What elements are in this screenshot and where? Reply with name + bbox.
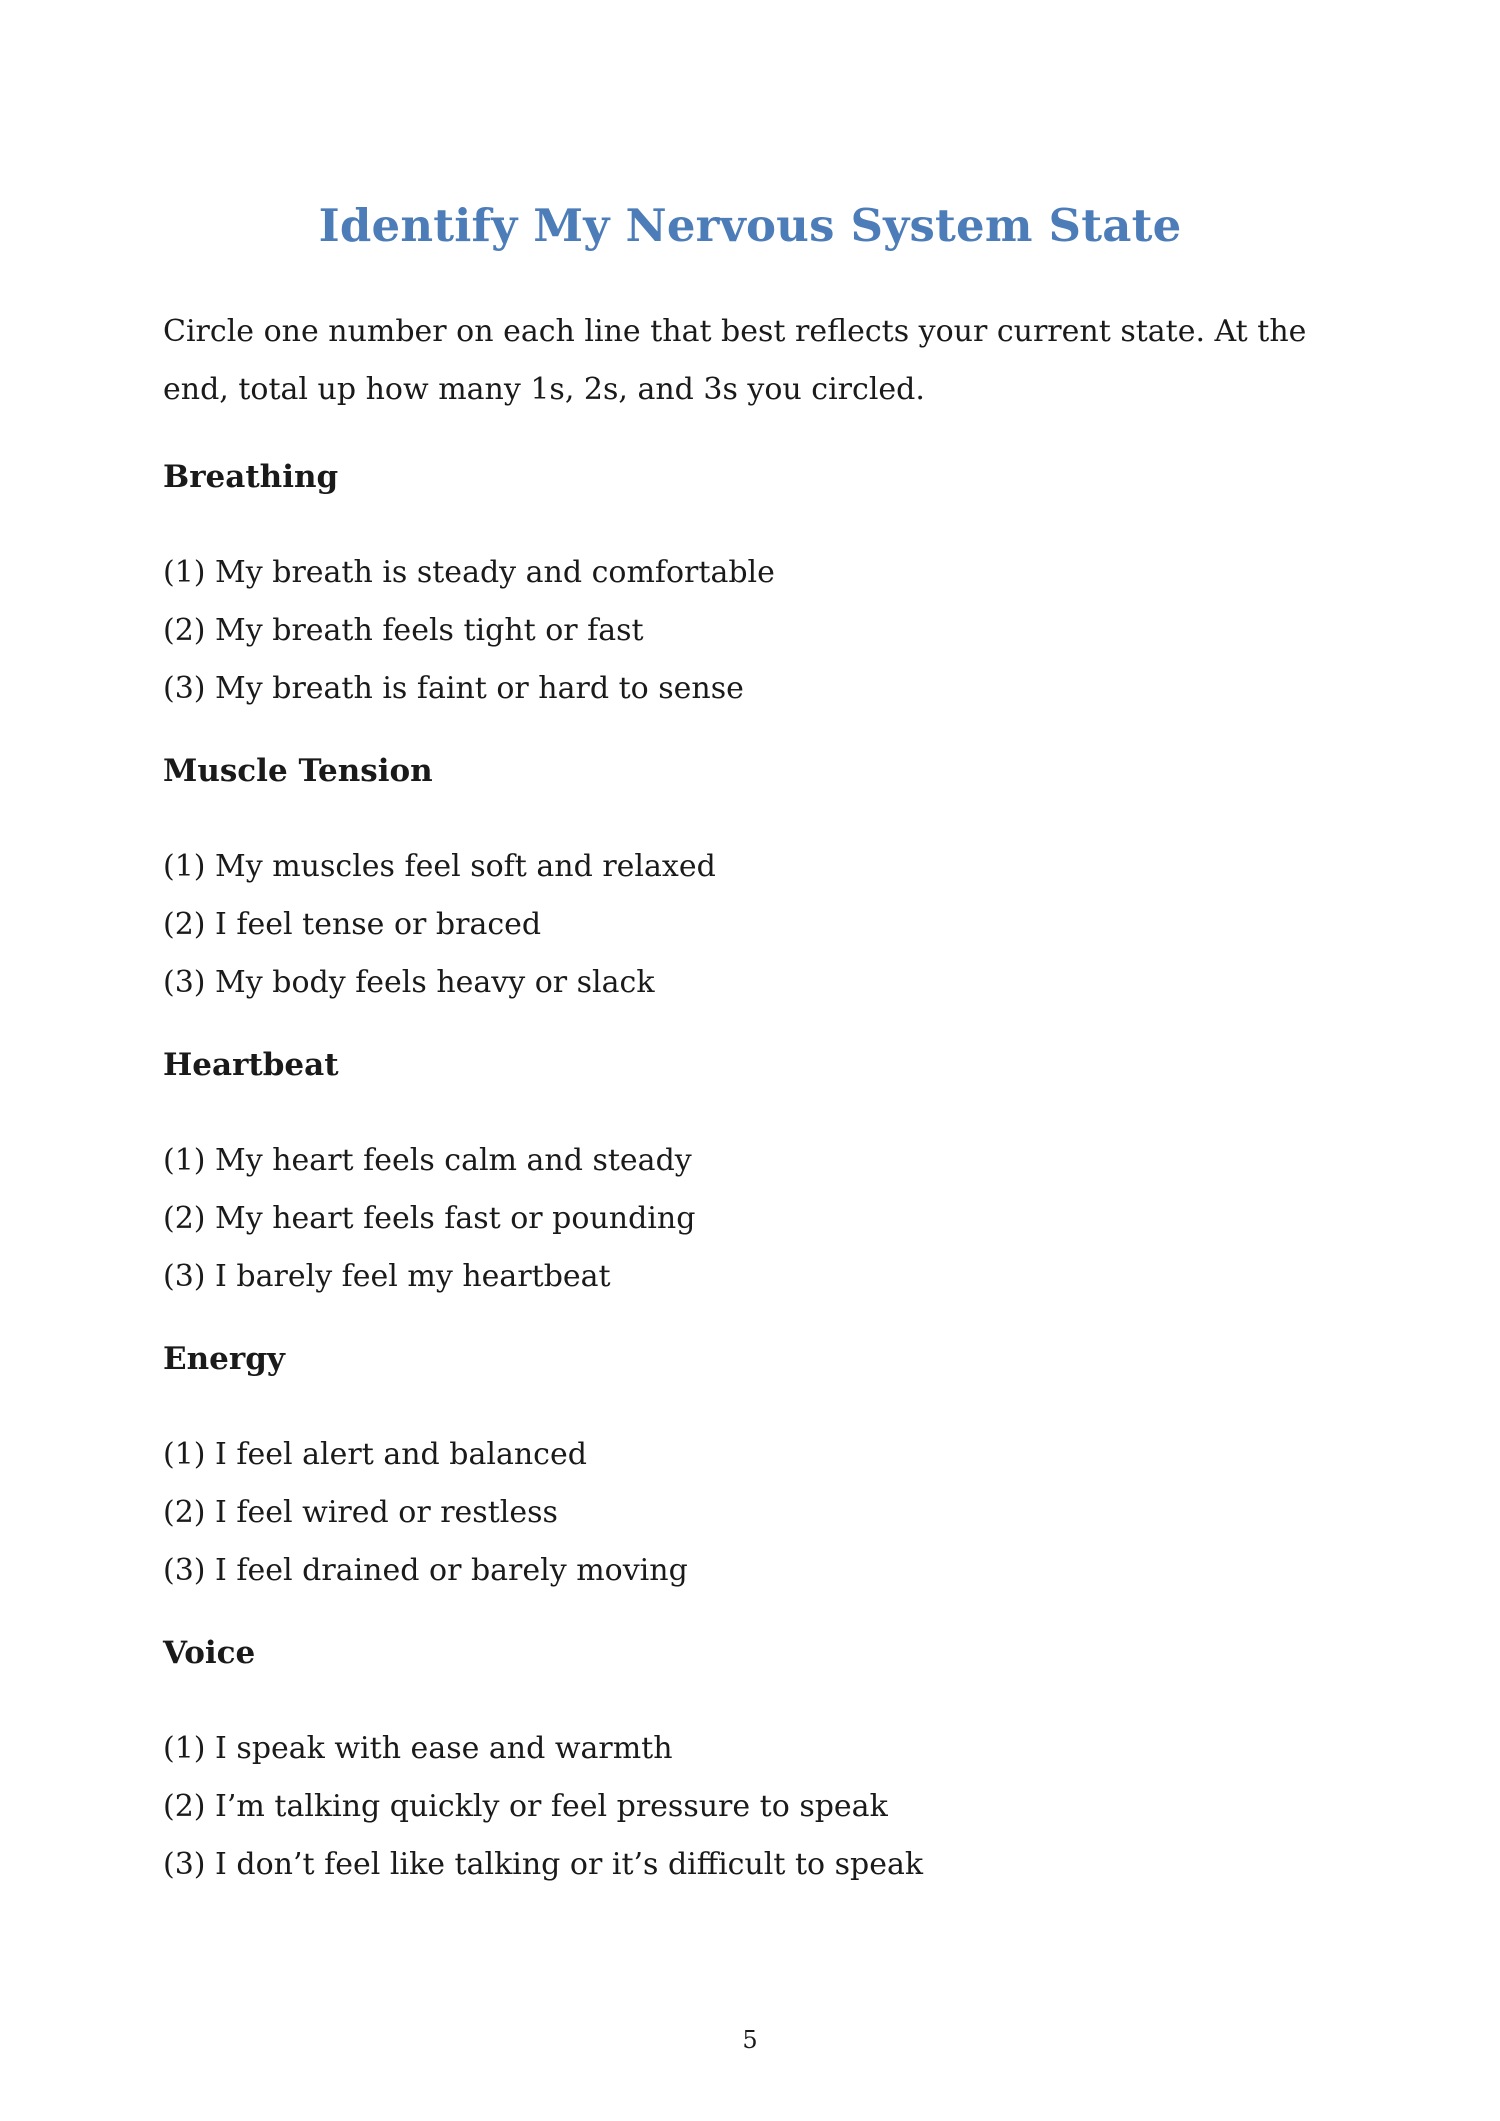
page-number: 5 (742, 2026, 758, 2054)
section-heading: Heartbeat (163, 1047, 339, 1083)
option-list (163, 1132, 1343, 1306)
option-3: (3) I don’t feel like talking or it’s difficult to speak (163, 1847, 924, 1882)
page-title: Identify My Nervous System State (318, 199, 1182, 252)
option-3: (3) My body feels heavy or slack (163, 965, 655, 1000)
option-2: (2) My breath feels tight or fast (163, 613, 644, 648)
option-1: (1) My muscles feel soft and relaxed (163, 849, 716, 884)
section-voice (163, 1631, 1343, 1894)
section-heading: Energy (163, 1341, 285, 1377)
option-2: (2) I feel wired or restless (163, 1495, 558, 1530)
option-1: (1) My breath is steady and comfortable (163, 555, 775, 590)
option-list (163, 1426, 1343, 1600)
option-1: (1) I feel alert and balanced (163, 1437, 587, 1472)
section-breathing (163, 455, 1343, 718)
instructions-text: Circle one number on each line that best reflects your current state. At the end, total up how many 1s, 2s, and 3s you circled. (163, 314, 1307, 407)
option-1: (1) I speak with ease and warmth (163, 1731, 673, 1766)
option-2: (2) I’m talking quickly or feel pressure to speak (163, 1789, 888, 1824)
option-3: (3) I barely feel my heartbeat (163, 1259, 611, 1294)
option-2: (2) My heart feels fast or pounding (163, 1201, 696, 1236)
section-muscle-tension (163, 749, 1343, 1012)
section-energy (163, 1337, 1343, 1600)
option-2: (2) I feel tense or braced (163, 907, 542, 942)
option-list (163, 544, 1343, 718)
option-3: (3) My breath is faint or hard to sense (163, 671, 744, 706)
option-list (163, 838, 1343, 1012)
option-3: (3) I feel drained or barely moving (163, 1553, 688, 1588)
option-list (163, 1720, 1343, 1894)
option-1: (1) My heart feels calm and steady (163, 1143, 692, 1178)
section-heartbeat (163, 1043, 1343, 1306)
section-heading: Breathing (163, 459, 339, 495)
section-heading: Voice (163, 1635, 256, 1671)
section-heading: Muscle Tension (163, 753, 433, 789)
